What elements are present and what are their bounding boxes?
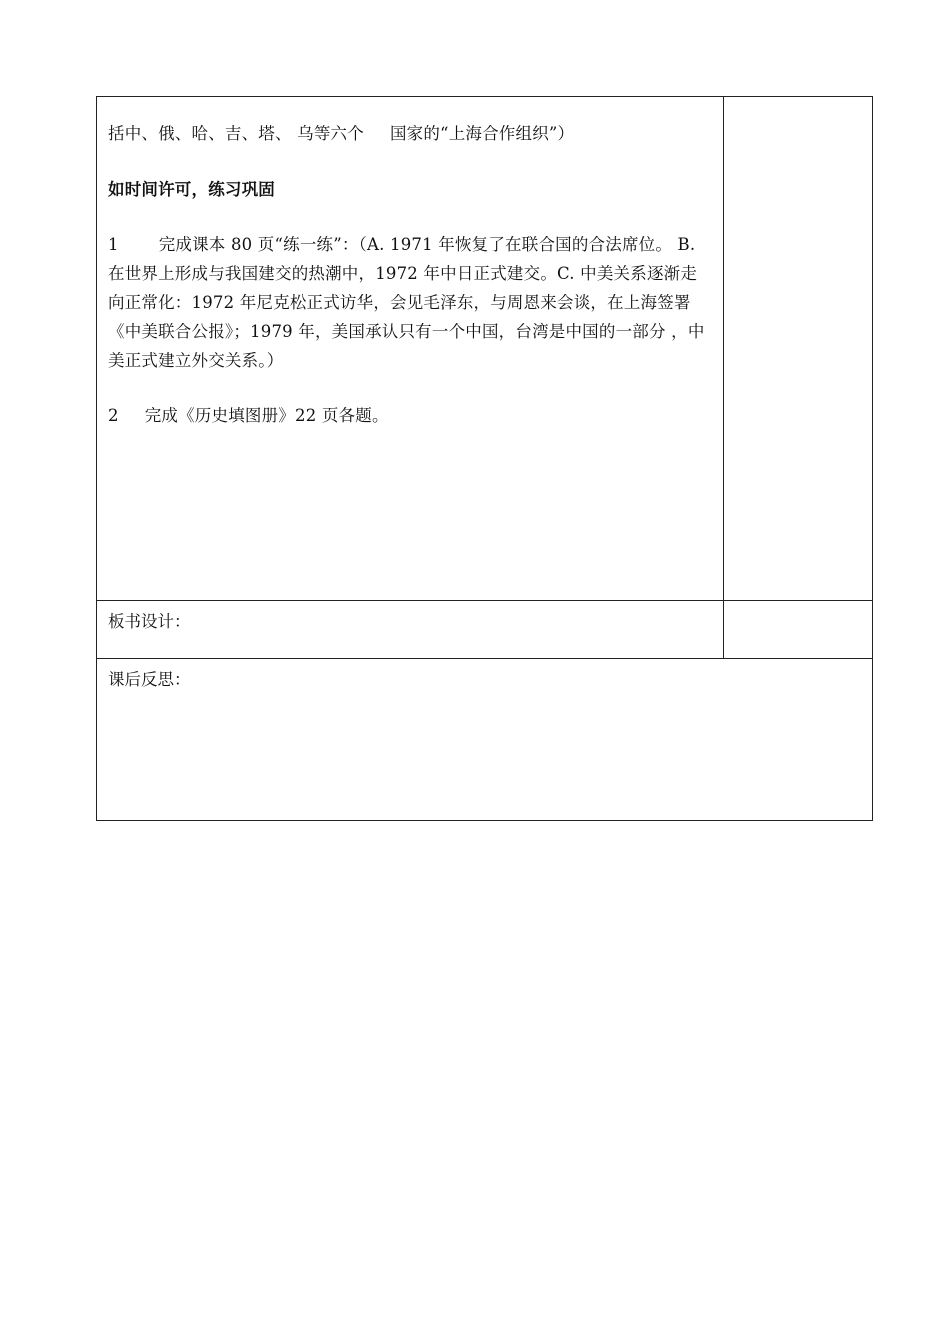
continued-line xyxy=(108,119,713,148)
exercise-2 xyxy=(108,401,713,430)
continued-line-part-a: 括中、俄、哈、吉、塔、 乌等六个 xyxy=(108,124,364,143)
practice-heading: 如时间许可，练习巩固 xyxy=(108,180,275,199)
board-design-row xyxy=(97,601,873,659)
content-side-cell xyxy=(724,97,873,601)
content-cell xyxy=(97,97,724,601)
continued-line-part-b: 国家的“上海合作组织”） xyxy=(389,124,575,143)
content-row xyxy=(97,97,873,601)
board-design-label: 板书设计： xyxy=(108,612,191,631)
board-design-cell xyxy=(97,601,724,659)
reflection-row xyxy=(97,659,873,821)
exercise-1-number: 1 xyxy=(108,235,119,254)
exercise-1 xyxy=(108,230,713,375)
lesson-plan-table xyxy=(96,96,873,821)
reflection-cell xyxy=(97,659,873,821)
reflection-label: 课后反思： xyxy=(108,670,191,689)
board-design-side-cell xyxy=(724,601,873,659)
exercise-1-text: 完成课本 80 页“练一练”：（A. 1971 年恢复了在联合国的合法席位。 B. 在世界上形成与我国建交的热潮中，1972 年中日正式建交。C. 中美关系逐渐走向正常化：1972 年尼克松正式访华，会见毛泽东，与周恩来会谈，在上海签署《中美联合公报》；1979 年，美国承认只有一个中国，台湾是中国的一部分 ，中美正式建立外交关系。） xyxy=(108,235,705,370)
exercise-2-text: 完成《历史填图册》22 页各题。 xyxy=(144,406,389,425)
exercise-2-number: 2 xyxy=(108,406,119,425)
